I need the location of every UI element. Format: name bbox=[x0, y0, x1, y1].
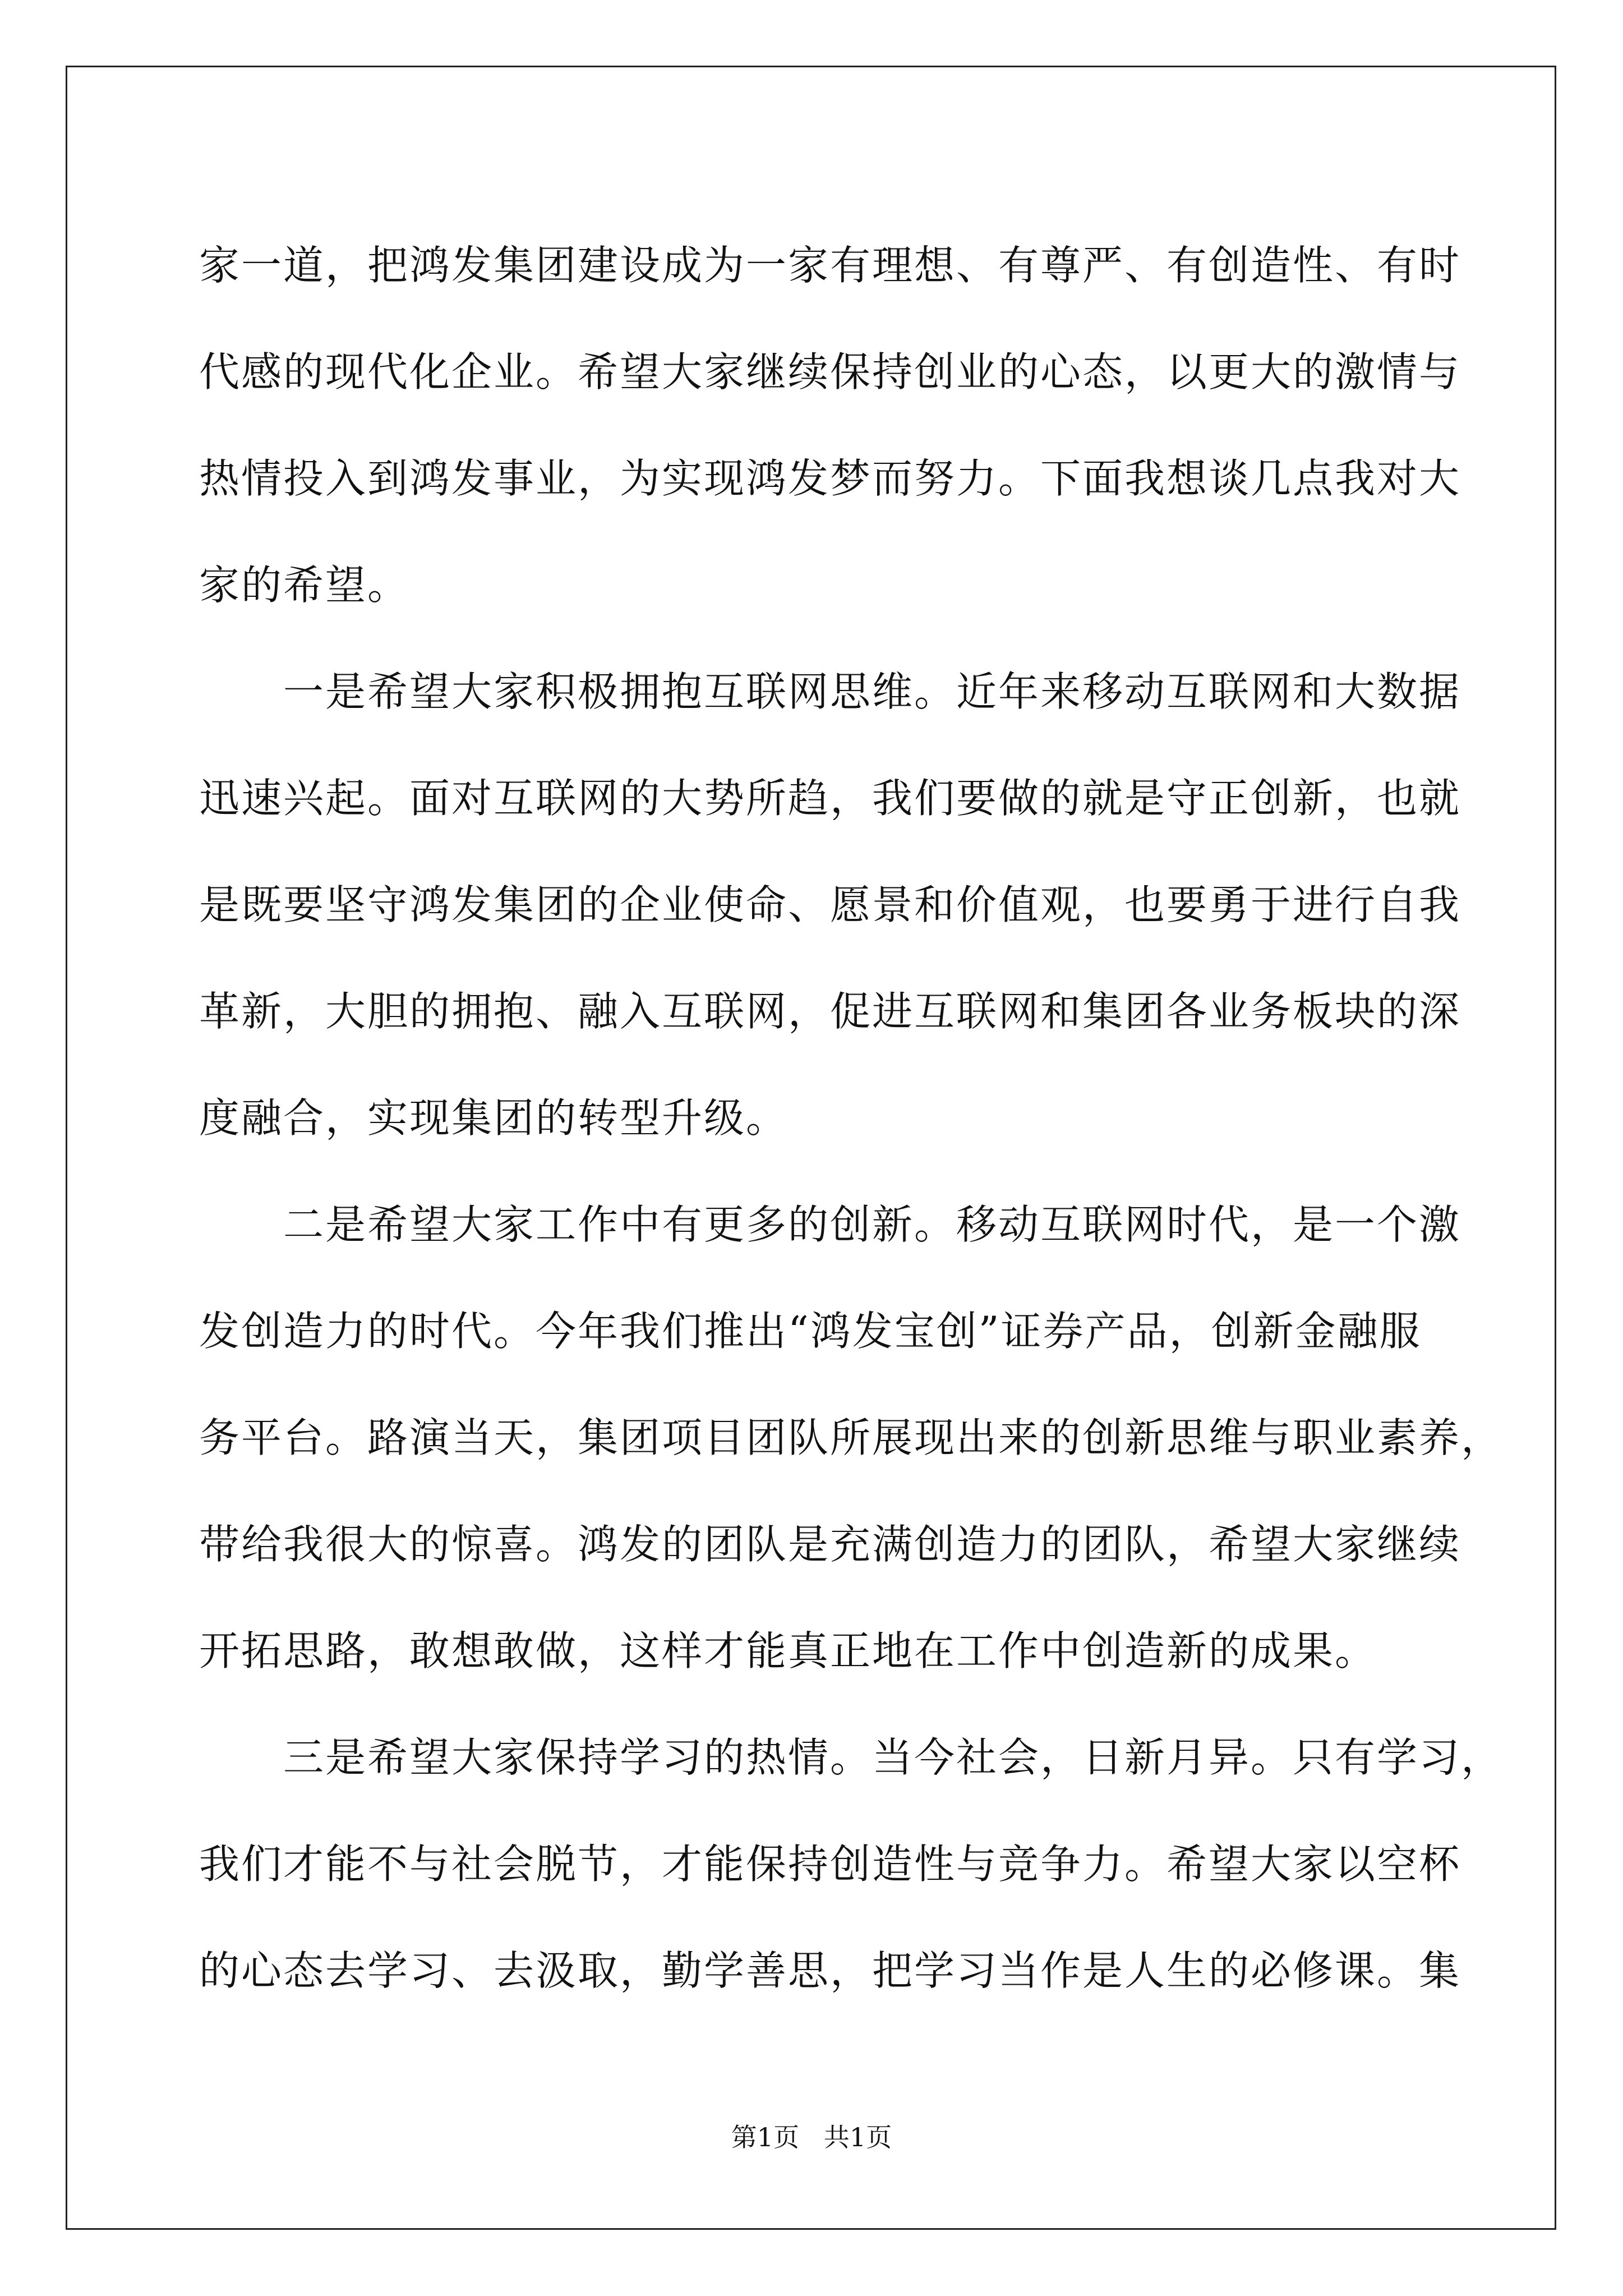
text-line: 带给我很大的惊喜。鸿发的团队是充满创造力的团队，希望大家继续 bbox=[199, 1521, 1461, 1568]
text-line: 迅速兴起。面对互联网的大势所趋，我们要做的就是守正创新，也就 bbox=[199, 775, 1461, 822]
text-line: 的心态去学习、去汲取，勤学善思，把学习当作是人生的必修课。集 bbox=[199, 1947, 1461, 1994]
text-line: 一是希望大家积极拥抱互联网思维。近年来移动互联网和大数据 bbox=[199, 668, 1461, 715]
text-line: 热情投入到鸿发事业，为实现鸿发梦而努力。下面我想谈几点我对大 bbox=[199, 455, 1461, 502]
text-line: 二是希望大家工作中有更多的创新。移动互联网时代，是一个激 bbox=[199, 1201, 1461, 1248]
text-line: 三是希望大家保持学习的热情。当今社会，日新月异。只有学习， bbox=[199, 1734, 1504, 1781]
page-number-footer: 第1页 共1页 bbox=[731, 2122, 892, 2152]
text-line: 我们才能不与社会脱节，才能保持创造性与竞争力。希望大家以空杯 bbox=[199, 1841, 1461, 1888]
text-line: 代感的现代化企业。希望大家继续保持创业的心态，以更大的激情与 bbox=[199, 348, 1461, 395]
text-line: 家一道，把鸿发集团建设成为一家有理想、有尊严、有创造性、有时 bbox=[199, 242, 1461, 289]
text-line: 发创造力的时代。今年我们推出“鸿发宝创”证券产品，创新金融服 bbox=[199, 1308, 1422, 1355]
text-line: 是既要坚守鸿发集团的企业使命、愿景和价值观，也要勇于进行自我 bbox=[199, 881, 1461, 928]
text-line: 家的希望。 bbox=[199, 562, 410, 609]
text-line: 度融合，实现集团的转型升级。 bbox=[199, 1094, 789, 1142]
document-body bbox=[199, 212, 1504, 2024]
text-line: 革新，大胆的拥抱、融入互联网，促进互联网和集团各业务板块的深 bbox=[199, 988, 1461, 1035]
text-line: 务平台。路演当天，集团项目团队所展现出来的创新思维与职业素养， bbox=[199, 1414, 1504, 1461]
text-line: 开拓思路，敢想敢做，这样才能真正地在工作中创造新的成果。 bbox=[199, 1627, 1377, 1674]
